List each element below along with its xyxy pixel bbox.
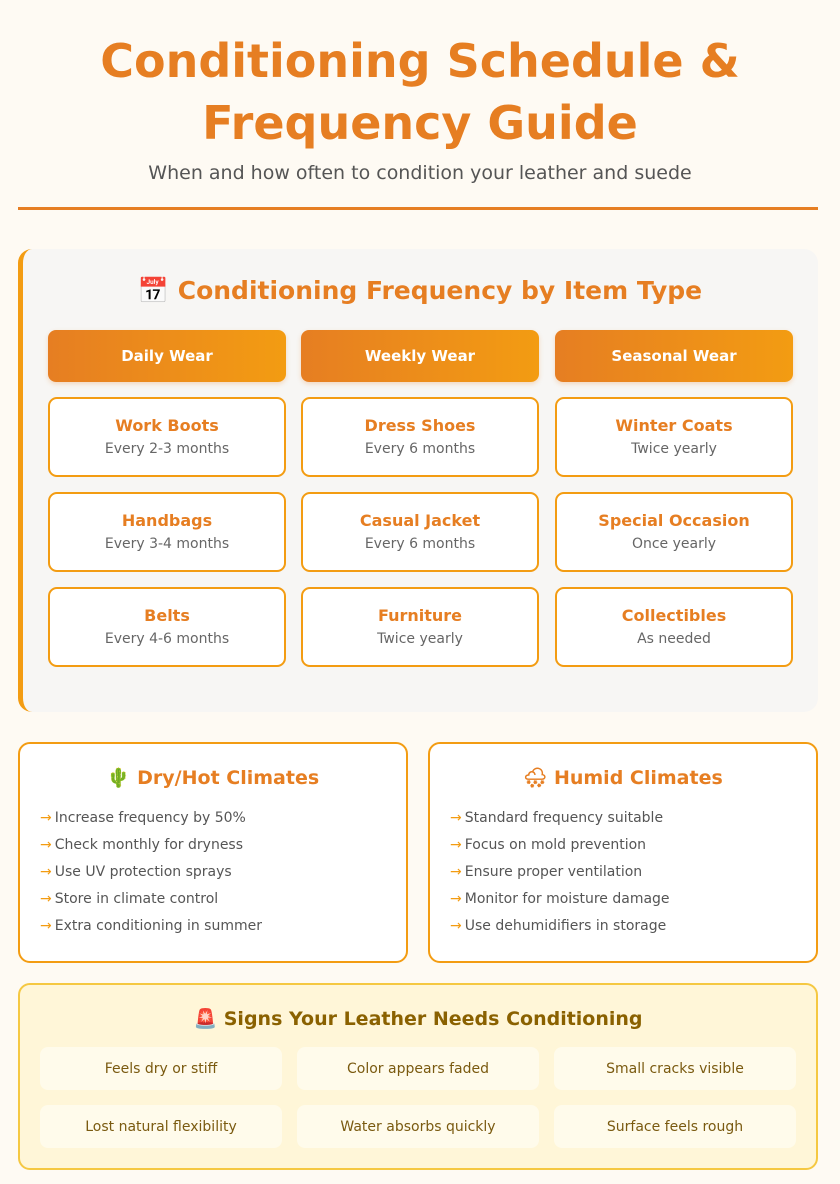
item-frequency: Every 6 months bbox=[364, 441, 476, 457]
climate-tips bbox=[430, 805, 816, 940]
cactus-icon: 🌵 bbox=[106, 767, 131, 789]
item-frequency: Twice yearly bbox=[377, 631, 463, 647]
arrow-icon: → bbox=[40, 891, 52, 907]
arrow-icon: → bbox=[450, 810, 462, 826]
list-item: → Use UV protection sprays bbox=[40, 864, 232, 880]
item-frequency: Twice yearly bbox=[631, 441, 717, 457]
item-card bbox=[555, 587, 793, 667]
item-card bbox=[48, 492, 286, 572]
arrow-icon: → bbox=[40, 837, 52, 853]
item-name: Handbags bbox=[121, 511, 213, 530]
calendar-icon: 📅 bbox=[137, 276, 170, 305]
sign-chip: Color appears faded bbox=[297, 1047, 539, 1090]
climate-title-text: Humid Climates bbox=[553, 767, 723, 789]
sign-chip: Small cracks visible bbox=[554, 1047, 796, 1090]
item-card bbox=[301, 587, 539, 667]
list-item: → Extra conditioning in summer bbox=[40, 918, 262, 934]
arrow-icon: → bbox=[40, 918, 52, 934]
item-card bbox=[555, 492, 793, 572]
title-divider bbox=[18, 207, 818, 210]
arrow-icon: → bbox=[450, 837, 462, 853]
item-frequency: As needed bbox=[637, 631, 711, 647]
signs-panel bbox=[18, 983, 818, 1170]
list-item: → Focus on mold prevention bbox=[450, 837, 647, 853]
item-card bbox=[301, 397, 539, 477]
sign-chip: Feels dry or stiff bbox=[40, 1047, 282, 1090]
column-header-weekly: Weekly Wear bbox=[301, 330, 539, 382]
list-item: → Standard frequency suitable bbox=[450, 810, 664, 826]
climate-card-dry bbox=[18, 742, 408, 963]
frequency-title-text: Conditioning Frequency by Item Type bbox=[177, 276, 703, 305]
arrow-icon: → bbox=[450, 891, 462, 907]
item-frequency: Every 4-6 months bbox=[104, 631, 230, 647]
column-header-seasonal: Seasonal Wear bbox=[555, 330, 793, 382]
list-item: → Monitor for moisture damage bbox=[450, 891, 670, 907]
climate-card-humid bbox=[428, 742, 818, 963]
item-name: Dress Shoes bbox=[364, 416, 476, 435]
arrow-icon: → bbox=[40, 810, 52, 826]
siren-icon: 🚨 bbox=[193, 1008, 218, 1030]
arrow-icon: → bbox=[40, 864, 52, 880]
item-name: Special Occasion bbox=[598, 511, 750, 530]
item-card bbox=[555, 397, 793, 477]
column-header-daily: Daily Wear bbox=[48, 330, 286, 382]
signs-title-text: Signs Your Leather Needs Conditioning bbox=[223, 1008, 643, 1030]
item-frequency: Every 3-4 months bbox=[104, 536, 230, 552]
page-subtitle: When and how often to condition your leather and suede bbox=[148, 162, 692, 184]
list-item: → Store in climate control bbox=[40, 891, 219, 907]
list-item: → Ensure proper ventilation bbox=[450, 864, 643, 880]
snow-cloud-icon: 🌨 bbox=[523, 767, 548, 789]
list-item: → Increase frequency by 50% bbox=[40, 810, 246, 826]
list-item: → Check monthly for dryness bbox=[40, 837, 244, 853]
item-frequency: Every 6 months bbox=[364, 536, 476, 552]
page-title: Conditioning Schedule & Frequency Guide bbox=[100, 34, 740, 150]
climate-tips bbox=[20, 805, 406, 940]
arrow-icon: → bbox=[450, 918, 462, 934]
item-name: Casual Jacket bbox=[359, 511, 481, 530]
signs-title bbox=[20, 1007, 816, 1030]
sign-chip: Water absorbs quickly bbox=[297, 1105, 539, 1148]
list-item: → Use dehumidifiers in storage bbox=[450, 918, 667, 934]
climate-title bbox=[20, 766, 406, 789]
item-card bbox=[48, 397, 286, 477]
item-frequency: Once yearly bbox=[631, 536, 717, 552]
item-name: Winter Coats bbox=[615, 416, 733, 435]
arrow-icon: → bbox=[450, 864, 462, 880]
sign-chip: Lost natural flexibility bbox=[40, 1105, 282, 1148]
item-name: Furniture bbox=[377, 606, 463, 625]
item-frequency: Every 2-3 months bbox=[104, 441, 230, 457]
item-name: Belts bbox=[144, 606, 190, 625]
item-card bbox=[301, 492, 539, 572]
sign-chip: Surface feels rough bbox=[554, 1105, 796, 1148]
frequency-title bbox=[0, 276, 840, 306]
item-card bbox=[48, 587, 286, 667]
item-name: Collectibles bbox=[621, 606, 727, 625]
climate-title bbox=[430, 766, 816, 789]
item-name: Work Boots bbox=[115, 416, 219, 435]
climate-title-text: Dry/Hot Climates bbox=[137, 767, 320, 789]
